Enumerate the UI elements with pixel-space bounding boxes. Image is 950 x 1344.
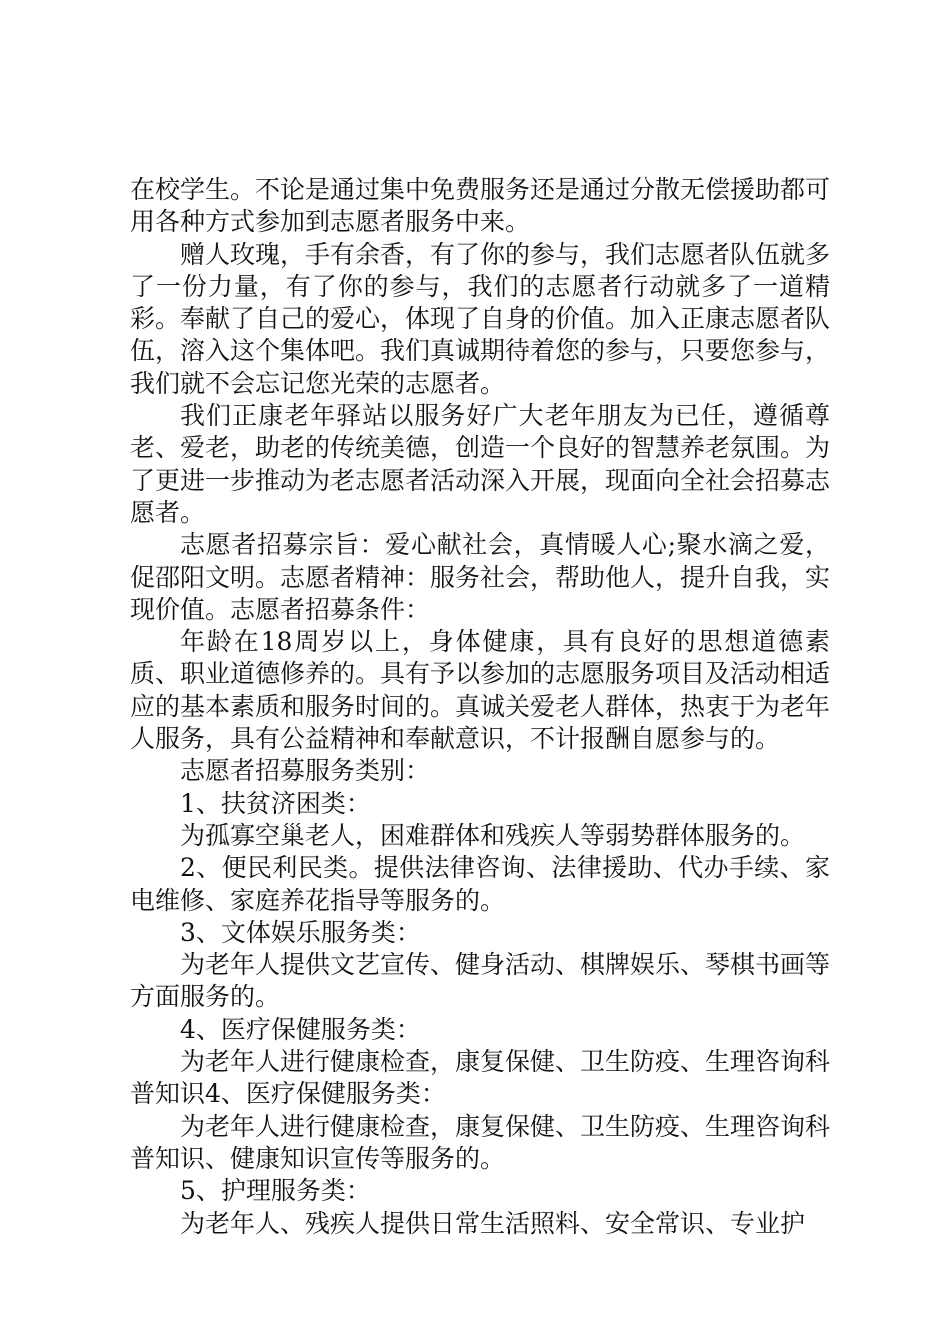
- paragraph-recruitment-purpose: 志愿者招募宗旨：爱心献社会，真情暖人心;聚水滴之爱，促邵阳文明。志愿者精神：服务社会，帮助他人，提升自我，实现价值。志愿者招募条件：: [130, 530, 831, 624]
- paragraph-category-2: 2、便民利民类。提供法律咨询、法律援助、代办手续、家电维修、家庭养花指导等服务的。: [130, 853, 830, 915]
- paragraph-rose-appeal: 赠人玫瑰，手有余香，有了你的参与，我们志愿者队伍就多了一份力量，有了你的参与，我们的志愿者行动就多了一道精彩。奉献了自己的爱心，体现了自身的价值。加入正康志愿者队伍，溶入这个集体吧。我们真诚期待着您的参与，只要您参与，我们就不会忘记您光荣的志愿者。: [130, 239, 831, 398]
- paragraph-category-3-body: 为老年人提供文艺宣传、健身活动、棋牌娱乐、琴棋书画等方面服务的。: [130, 950, 831, 1012]
- paragraph-service-categories-heading: 志愿者招募服务类别：: [180, 756, 431, 786]
- paragraph-intro-continuation: 在校学生。不论是通过集中免费服务还是通过分散无偿援助都可用各种方式参加到志愿者服务中来。: [130, 175, 831, 237]
- paragraph-category-4-heading: 4、医疗保健服务类：: [180, 1014, 421, 1044]
- paragraph-category-5-heading: 5、护理服务类：: [180, 1176, 371, 1206]
- paragraph-category-3-heading: 3、文体娱乐服务类：: [180, 917, 421, 947]
- paragraph-category-1-body: 为孤寡空巢老人，困难群体和残疾人等弱势群体服务的。: [180, 820, 806, 850]
- paragraph-category-5-body: 为老年人、残疾人提供日常生活照料、安全常识、专业护: [180, 1208, 806, 1238]
- document-body: [130, 174, 830, 1240]
- paragraph-category-4-body-a: 为老年人进行健康检查，康复保健、卫生防疫、生理咨询科普知识4、医疗保健服务类：: [130, 1047, 831, 1109]
- paragraph-category-4-body-b: 为老年人进行健康检查，康复保健、卫生防疫、生理咨询科普知识、健康知识宣传等服务的。: [130, 1111, 831, 1173]
- paragraph-category-1-heading: 1、扶贫济困类：: [180, 788, 371, 818]
- paragraph-station-mission: 我们正康老年驿站以服务好广大老年朋友为已任，遵循尊老、爱老，助老的传统美德，创造一个良好的智慧养老氛围。为了更进一步推动为老志愿者活动深入开展，现面向全社会招募志愿者。: [130, 401, 831, 527]
- paragraph-recruitment-conditions: 年龄在18周岁以上，身体健康，具有良好的思想道德素质、职业道德修养的。具有予以参加的志愿服务项目及活动相适应的基本素质和服务时间的。真诚关爱老人群体，热衷于为老年人服务，具有公益精神和奉献意识，不计报酬自愿参与的。: [130, 627, 831, 754]
